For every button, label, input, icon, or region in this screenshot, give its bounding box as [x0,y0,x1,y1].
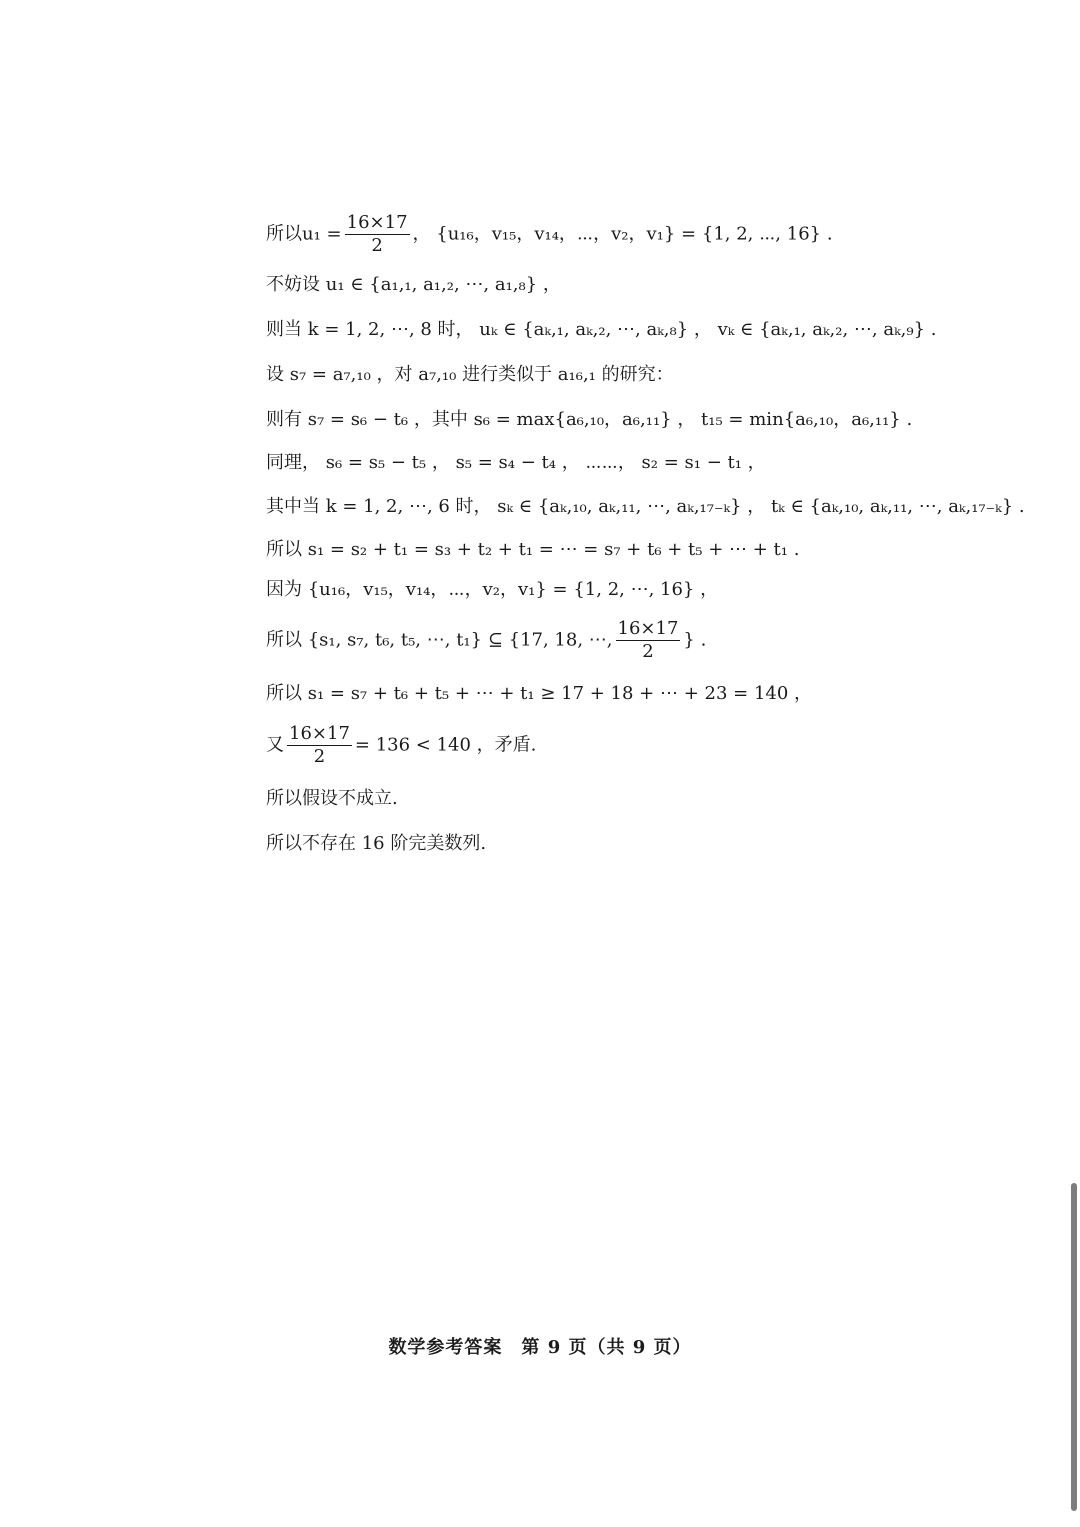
fraction [616,618,681,663]
fraction-denominator: 2 [371,235,383,256]
line-text-pre: 所以u₁ = [266,223,342,245]
proof-line-1 [266,212,1026,257]
fraction [345,212,410,257]
line-text-post: = 136 < 140 ，矛盾. [354,734,537,756]
proof-line-4: 设 s₇ = a₇,₁₀ ，对 a₇,₁₀ 进行类似于 a₁₆,₁ 的研究： [266,364,674,385]
proof-line-6: 同理， s₆ = s₅ − t₅ ， s₅ = s₄ − t₄ ， ⋯⋯， s₂ = s₁ − t₁ ， [266,452,766,473]
proof-line-7: 其中当 k = 1, 2, ⋯, 6 时， sₖ ∈ {aₖ,₁₀, aₖ,₁₁, ⋯, aₖ,₁₇₋ₖ} ， tₖ ∈ {aₖ,₁₀, aₖ,₁₁, ⋯, aₖ,₁₇₋ₖ} . [266,496,1025,517]
proof-line-2: 不妨设 u₁ ∈ {a₁,₁, a₁,₂, ⋯, a₁,₈} ， [266,274,561,295]
line-text-post: ， {u₁₆，v₁₅，v₁₄，⋯，v₂，v₁} = {1, 2, ⋯, 16} . [412,223,833,245]
proof-line-9: 因为 {u₁₆，v₁₅，v₁₄，⋯，v₂，v₁} = {1, 2, ⋯, 16} ， [266,579,719,600]
fraction-denominator: 2 [313,746,326,767]
fraction-numerator: 16×17 [289,723,350,744]
line-text-post: } . [683,629,707,651]
fraction-numerator: 16×17 [617,618,679,639]
proof-line-10 [266,618,1026,663]
proof-line-13: 所以假设不成立. [266,788,398,809]
fraction-denominator: 2 [642,641,654,662]
scrollbar-thumb[interactable] [1071,1183,1077,1511]
fraction-numerator: 16×17 [346,212,408,233]
proof-line-3: 则当 k = 1, 2, ⋯, 8 时， uₖ ∈ {aₖ,₁, aₖ,₂, ⋯, aₖ,₈} ， vₖ ∈ {aₖ,₁, aₖ,₂, ⋯, aₖ,₉} . [266,319,937,340]
line-text-pre: 又 [266,734,284,756]
proof-line-8: 所以 s₁ = s₂ + t₁ = s₃ + t₂ + t₁ = ⋯ = s₇ + t₆ + t₅ + ⋯ + t₁ . [266,539,800,560]
page-footer: 数学参考答案 第 9 页（共 9 页） [388,1337,692,1358]
proof-line-12 [266,723,1026,768]
proof-line-11: 所以 s₁ = s₇ + t₆ + t₅ + ⋯ + t₁ ≥ 17 + 18 + ⋯ + 23 = 140 ， [266,683,813,704]
proof-line-5: 则有 s₇ = s₆ − t₆ ，其中 s₆ = max{a₆,₁₀，a₆,₁₁} ， t₁₅ = min{a₆,₁₀，a₆,₁₁} . [266,409,913,430]
line-text-pre: 所以 {s₁, s₇, t₆, t₅, ⋯, t₁} ⊆ {17, 18, ⋯, [266,629,613,651]
proof-line-14: 所以不存在 16 阶完美数列. [266,833,487,854]
fraction [287,723,352,768]
